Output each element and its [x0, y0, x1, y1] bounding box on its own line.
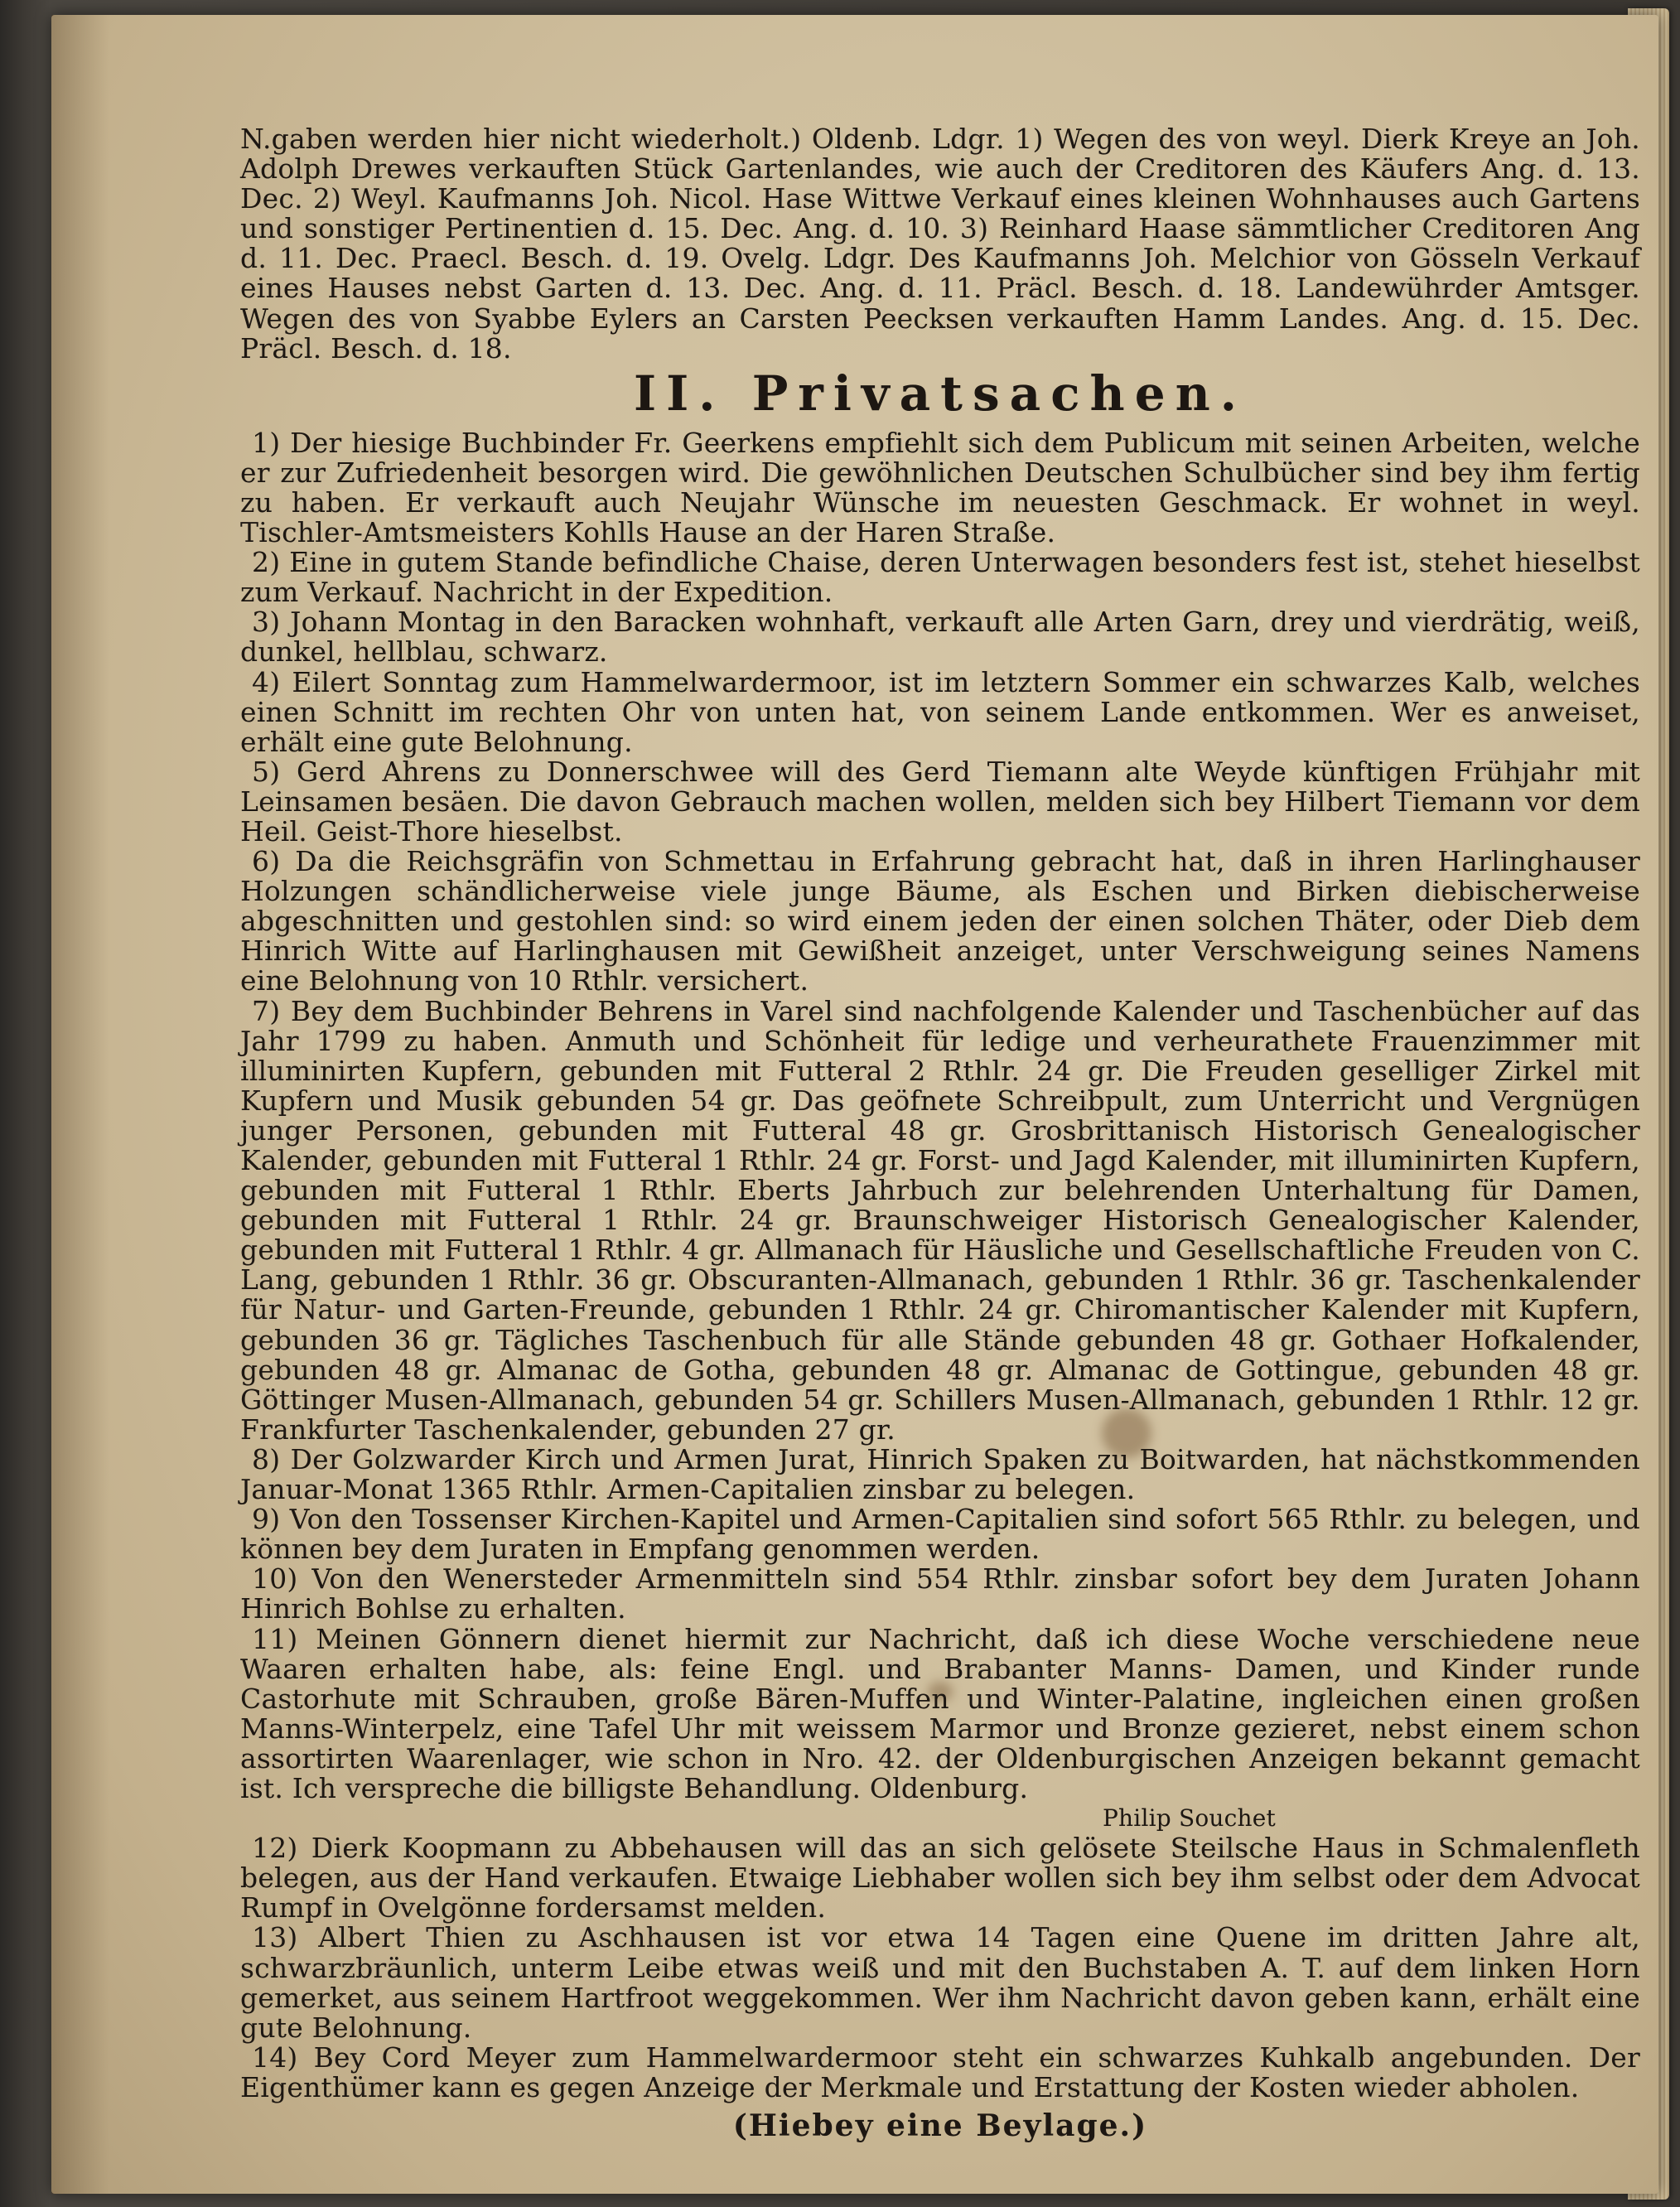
- notice-item: 7) Bey dem Buchbinder Behrens in Varel sind nachfolgende Kalender und Taschenbücher auf das Jahr 1799 zu haben. Anmuth und Schönheit für ledige und verheurathete Frauenzimmer mit illuminirten Kupfern, gebunden mit Futteral 2 Rthlr. 24 gr. Die Freuden geselliger Zirkel mit Kupfern und Musik gebunden 54 gr. Das geöfnete Schreibpult, zum Unterricht und Vergnügen junger Personen, gebunden mit Futteral 48 gr. Grosbrittanisch Historisch Genealogischer Kalender, gebunden mit Futteral 1 Rthlr. 24 gr. Forst- und Jagd Kalender, mit illuminirten Kupfern, gebunden mit Futteral 1 Rthlr. Eberts Jahrbuch zur belehrenden Unterhaltung für Damen, gebunden mit Futteral 1 Rthlr. 24 gr. Braunschweiger Historisch Genealogischer Kalender, gebunden mit Futteral 1 Rthlr. 4 gr. Allmanach für Häusliche und Gesellschaftliche Freuden von C. Lang, gebunden 1 Rthlr. 36 gr. Obscuranten-Allmanach, gebunden 1 Rthlr. 36 gr. Taschenkalender für Natur- und Garten-Freunde, gebunden 1 Rthlr. 24 gr. Chiromantischer Kalender mit Kupfern, gebunden 36 gr. Tägliches Taschenbuch für alle Stände gebunden 48 gr. Gothaer Hofkalender, gebunden 48 gr. Almanac de Gotha, gebunden 48 gr. Almanac de Gottingue, gebunden 48 gr. Göttinger Musen-Allmanach, gebunden 54 gr. Schillers Musen-Allmanach, gebunden 1 Rthlr. 12 gr. Frankfurter Taschenkalender, gebunden 27 gr.: [240, 994, 1640, 1446]
- notice-item: 2) Eine in gutem Stande befindliche Chaise, deren Unterwagen besonders fest ist, stehet hieselbst zum Verkauf. Nachricht in der Expedition.: [240, 546, 1640, 609]
- notice-item: 12) Dierk Koopmann zu Abbehausen will das an sich gelösete Steilsche Haus in Schmalenfleth belegen, aus der Hand verkaufen. Etwaige Liebhaber wollen sich bey ihm selbst oder dem Advocat Rumpf in Ovelgönne fordersamst melden.: [240, 1832, 1640, 1924]
- notice-item: 4) Eilert Sonntag zum Hammelwardermoor, ist im letztern Sommer ein schwarzes Kalb, welches einen Schnitt im rechten Ohr von unten hat, von seinem Lande entkommen. Wer es anweiset, erhält eine gute Belohnung.: [240, 665, 1640, 758]
- notice-item: 13) Albert Thien zu Aschhausen ist vor etwa 14 Tagen eine Quene im dritten Jahre alt, schwarzbräunlich, unterm Leibe etwas weiß und mit den Buchstaben A. T. auf dem linken Horn gemerket, aus seinem Hartfroot weggekommen. Wer ihm Nachricht davon geben kann, erhält eine gute Belohnung.: [240, 1921, 1640, 2044]
- notice-item: 5) Gerd Ahrens zu Donnerschwee will des Gerd Tiemann alte Weyde künftigen Frühjahr mit Leinsamen besäen. Die davon Gebrauch machen wollen, melden sich bey Hilbert Tiemann vor dem Heil. Geist-Thore hieselbst.: [240, 755, 1640, 848]
- footer-note: (Hiebey eine Beylage.): [732, 2108, 1148, 2143]
- binding-shadow: [51, 15, 109, 2194]
- lead-paragraph: N.gaben werden hier nicht wiederholt.) Oldenb. Ldgr. 1) Wegen des von weyl. Dierk Kreye an Joh. Adolph Drewes verkauften Stück Gartenlandes, wie auch der Creditoren des Käufers Ang. d. 13. Dec. 2) Weyl. Kaufmanns Joh. Nicol. Hase Wittwe Verkauf eines kleinen Wohnhauses auch Gartens und sonstiger Pertinentien d. 15. Dec. Ang. d. 10. 3) Reinhard Haase sämmtlicher Creditoren Ang d. 11. Dec. Praecl. Besch. d. 19. Ovelg. Ldgr. Des Kaufmanns Joh. Melchior von Gösseln Verkauf eines Hauses nebst Garten d. 13. Dec. Ang. d. 11. Präcl. Besch. d. 18. Landewührder Amtsger. Wegen des von Syabbe Eylers an Carsten Peecksen verkauften Hamm Landes. Ang. d. 15. Dec. Präcl. Besch. d. 18.: [240, 123, 1640, 365]
- signature: Philip Souchet: [1103, 1804, 1276, 1833]
- notice-item: 10) Von den Wenersteder Armenmitteln sind 554 Rthlr. zinsbar sofort bey dem Juraten Johann Hinrich Bohlse zu erhalten.: [240, 1562, 1640, 1625]
- notice-item: 11) Meinen Gönnern dienet hiermit zur Nachricht, daß ich diese Woche verschiedene neue Waaren erhalten habe, als: feine Engl. und Brabanter Manns- Damen, und Kinder runde Castorhute mit Schrauben, große Bären-Muffen und Winter-Palatine, ingleichen einen großen Manns-Winterpelz, eine Tafel Uhr mit weissem Marmor und Bronze gezieret, nebst einem schon assortirten Waarenlager, wie schon in Nro. 42. der Oldenburgischen Anzeigen bekannt gemacht ist. Ich verspreche die billigste Behandlung. Oldenburg.: [240, 1622, 1640, 1804]
- notice-item: 8) Der Golzwarder Kirch und Armen Jurat, Hinrich Spaken zu Boitwarden, hat nächstkommenden Januar-Monat 1365 Rthlr. Armen-Capitalien zinsbar zu belegen.: [240, 1442, 1640, 1506]
- notice-item: 6) Da die Reichsgräfin von Schmettau in Erfahrung gebracht hat, daß in ihren Harlinghauser Holzungen schändlicherweise viele junge Bäume, als Eschen und Birken diebischerweise abgeschnitten und gestohlen sind: so wird einem jeden der einen solchen Thäter, oder Dieb dem Hinrich Witte auf Harlinghausen mit Gewißheit anzeiget, unter Verschweigung seines Namens eine Belohnung von 10 Rthlr. versichert.: [240, 845, 1640, 997]
- notice-item: 3) Johann Montag in den Baracken wohnhaft, verkauft alle Arten Garn, drey und vierdrätig, weiß, dunkel, hellblau, schwarz.: [240, 606, 1640, 669]
- notice-item: 1) Der hiesige Buchbinder Fr. Geerkens empfiehlt sich dem Publicum mit seinen Arbeiten, welche er zur Zufriedenheit besorgen wird. Die gewöhnlichen Deutschen Schulbücher sind bey ihm fertig zu haben. Er verkauft auch Neujahr Wünsche im neuesten Geschmack. Er wohnet in weyl. Tischler-Amtsmeisters Kohlls Hause an der Haren Straße.: [240, 426, 1640, 549]
- page-text: [240, 124, 1640, 2141]
- notice-item: 9) Von den Tossenser Kirchen-Kapitel und Armen-Capitalien sind sofort 565 Rthlr. zu belegen, und können bey dem Juraten in Empfang genommen werden.: [240, 1503, 1640, 1566]
- notice-item: 14) Bey Cord Meyer zum Hammelwardermoor steht ein schwarzes Kuhkalb angebunden. Der Eigenthümer kann es gegen Anzeige der Merkmale und Erstattung der Kosten wieder abholen.: [240, 2040, 1640, 2103]
- section-heading: II. Privatsachen.: [634, 365, 1247, 422]
